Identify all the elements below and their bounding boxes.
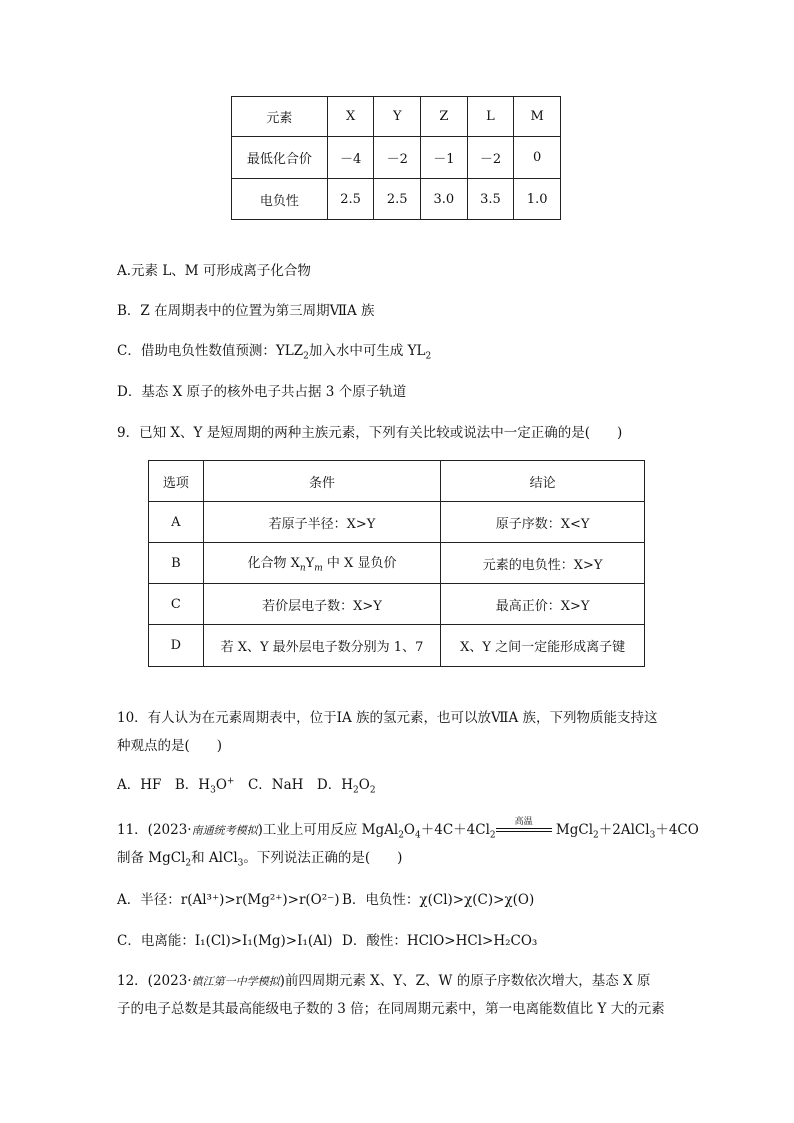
element-table	[231, 96, 561, 220]
table2-cell: D	[149, 625, 204, 667]
table2-header: 条件	[203, 461, 441, 502]
table2-cell: 若原子半径：X>Y	[203, 502, 441, 543]
cell-sub: m	[314, 563, 323, 574]
table2-header: 选项	[149, 461, 204, 502]
q9-stem: 9．已知 X、Y 是短周期的两种主族元素，下列有关比较或说法中一定正确的是( )	[117, 425, 623, 441]
q12-stem-line1: 12．(2023·镇江第一中学模拟)前四周期元素 X、Y、Z、W 的原子序数依次增大，基态 X 原	[117, 973, 651, 989]
table-row	[149, 625, 645, 667]
table2-cell	[203, 543, 441, 584]
q11-option-d: D．酸性：HClO>HCl>H₂CO₃	[342, 933, 538, 949]
table1-header: 元素	[232, 97, 328, 137]
q11-stem-line2: 制备 MgCl$_2$和 AlCl$_3$。下列说法正确的是( )	[117, 850, 403, 869]
table-row	[232, 137, 561, 179]
q8-c-text: 加入水中可生成 YL	[308, 343, 426, 359]
q10-stem-line1: 10．有人认为在元素周期表中，位于ⅠA 族的氢元素，也可以放ⅦA 族，下列物质能支持这	[117, 710, 658, 726]
table-row	[232, 179, 561, 220]
cell-text: 化合物 X	[247, 556, 300, 572]
table2-cell: B	[149, 543, 204, 584]
table-row	[149, 502, 645, 543]
table1-cell: 最低化合价	[232, 137, 328, 179]
table1-cell: 2.5	[327, 179, 374, 220]
table2-header: 结论	[441, 461, 645, 502]
table2-cell: 若价层电子数：X>Y	[203, 584, 441, 625]
table2-cell: A	[149, 502, 204, 543]
table1-cell: 1.0	[514, 179, 561, 220]
q10-option-a: A．HF	[117, 777, 162, 793]
table2-cell: 元素的电负性：X>Y	[441, 543, 645, 584]
table-row	[149, 543, 645, 584]
q10-option-c: C．NaH	[247, 777, 304, 793]
reaction-condition: 高温	[514, 817, 533, 827]
table1-header: M	[514, 97, 561, 137]
source-tag: 镇江第一中学模拟	[191, 975, 280, 988]
table1-cell: 3.5	[467, 179, 514, 220]
table1-header: L	[467, 97, 514, 137]
q11-option-a: A．半径：r(Al³⁺)>r(Mg²⁺)>r(O²⁻)	[117, 892, 340, 908]
table1-cell: 0	[514, 137, 561, 179]
table1-cell: 电负性	[232, 179, 328, 220]
condition-table	[148, 460, 645, 667]
q11-option-c: C．电离能：I₁(Cl)>I₁(Mg)>I₁(Al)	[117, 933, 333, 949]
table2-cell: 若 X、Y 最外层电子数分别为 1、7	[203, 625, 441, 667]
q10-option-d: D．$H_2O_2$	[316, 777, 376, 796]
table1-cell: －1	[421, 137, 468, 179]
q10-stem-line2: 种观点的是( )	[117, 738, 223, 754]
q10-option-b: B．$H_3O^+$	[174, 776, 235, 796]
cell-text: Y	[305, 556, 315, 572]
q8-c-sub: 2	[425, 351, 432, 362]
table1-cell: 3.0	[421, 179, 468, 220]
q8-option-d: D．基态 X 原子的核外电子共占据 3 个原子轨道	[117, 384, 407, 400]
q11-option-b: B．电负性：χ(Cl)>χ(C)>χ(O)	[342, 892, 535, 908]
table-row	[149, 584, 645, 625]
reaction-arrow	[496, 818, 552, 832]
q8-c-sub: 2	[303, 351, 309, 362]
table1-cell: －2	[467, 137, 514, 179]
q10-options	[117, 773, 376, 796]
cell-text: 中 X 显负价	[322, 556, 397, 572]
q11-stem-line1: 11．(2023·南通统考模拟)工业上可用反应 $MgAl_2O_4+4C+4Cl_2$ 高温 MgCl$_2$＋2AlCl$_3$＋4CO	[117, 817, 699, 841]
table1-cell: －2	[374, 137, 421, 179]
table1-header: Y	[374, 97, 421, 137]
table2-cell: 最高正价：X>Y	[441, 584, 645, 625]
table1-cell: －4	[327, 137, 374, 179]
table2-cell: C	[149, 584, 204, 625]
source-tag: 南通统考模拟	[191, 824, 258, 837]
cell-sub: n	[299, 563, 306, 574]
table2-cell: X、Y 之间一定能形成离子键	[441, 625, 645, 667]
table2-cell: 原子序数：X<Y	[441, 502, 645, 543]
table1-header: X	[327, 97, 374, 137]
table1-header: Z	[421, 97, 468, 137]
q8-c-text: C．借助电负性数值预测：YLZ	[117, 343, 304, 359]
q12-stem-line2: 子的电子总数是其最高能级电子数的 3 倍；在同周期元素中，第一电离能数值比 Y 大的元素	[117, 1001, 665, 1017]
table1-cell: 2.5	[374, 179, 421, 220]
q8-option-c	[117, 339, 431, 362]
q8-option-b: B．Z 在周期表中的位置为第三周期ⅦA 族	[117, 303, 375, 319]
q8-option-a: A.元素 L、M 可形成离子化合物	[117, 263, 311, 279]
